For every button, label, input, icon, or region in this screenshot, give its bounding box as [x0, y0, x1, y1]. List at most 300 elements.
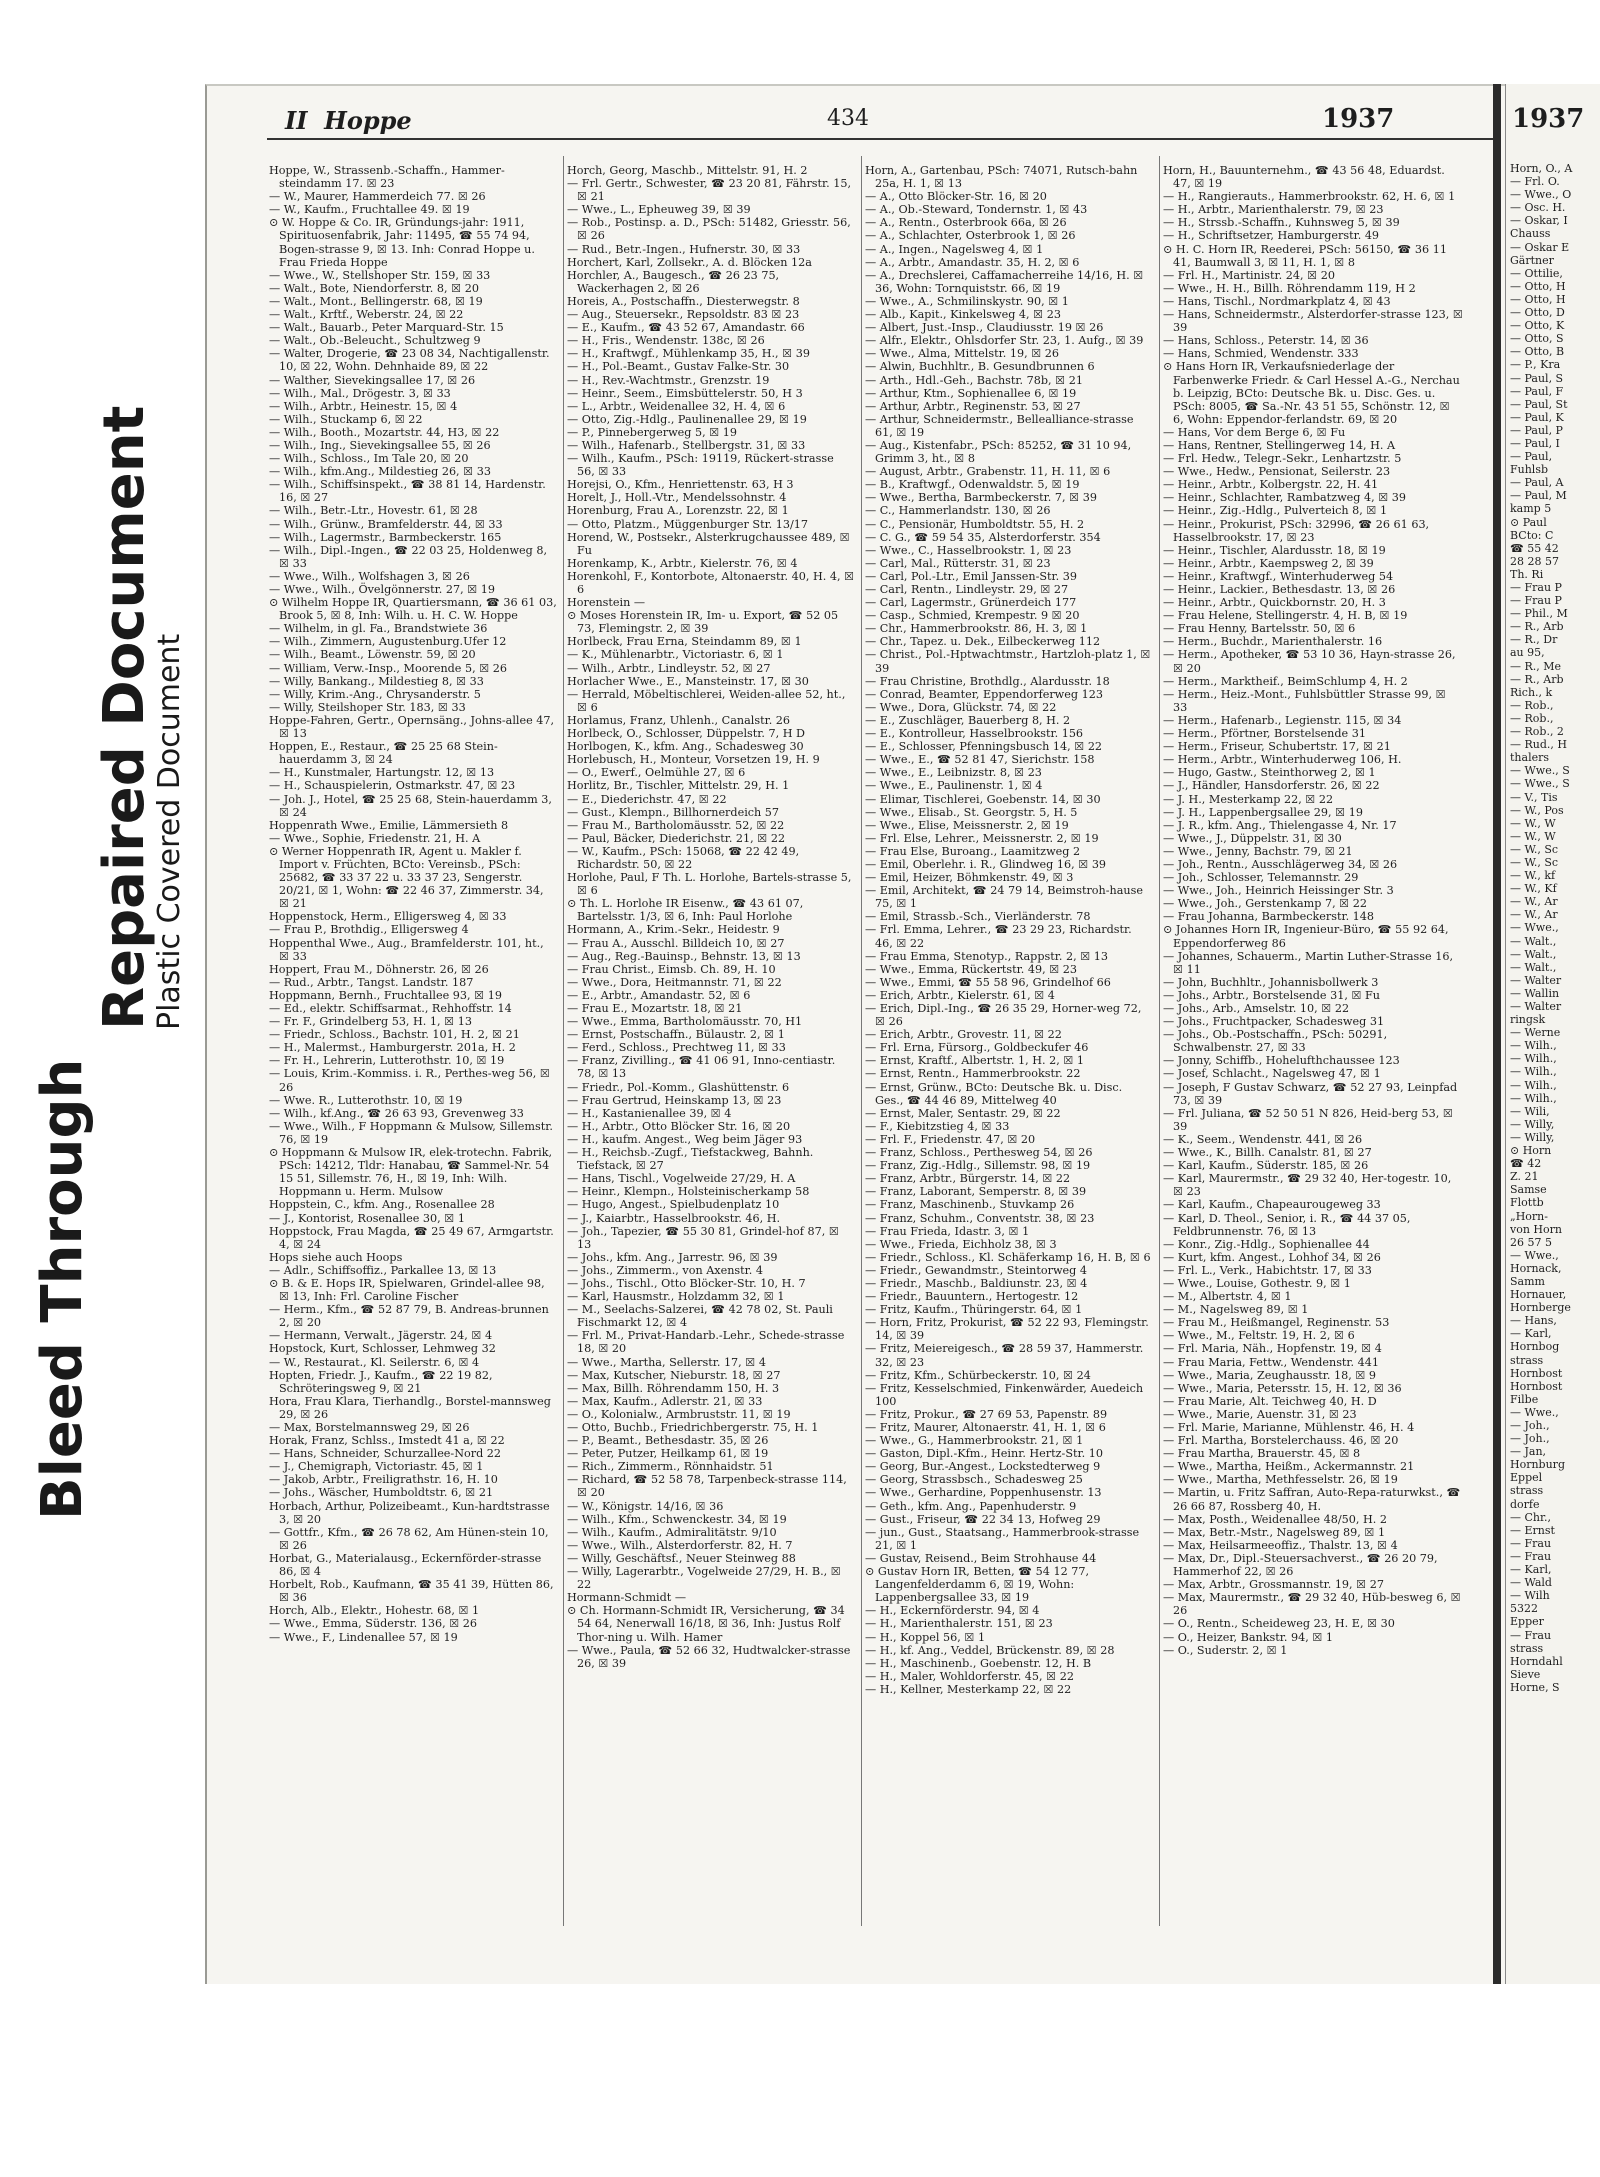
- directory-entry: — Horn, Fritz, Prokurist, ☎ 52 22 93, Flemingstr. 14, ☒ 39: [865, 1316, 1149, 1343]
- directory-entry: — Johs., Arbtr., Borstelsende 31, ☒ Fu: [1163, 988, 1380, 1002]
- directory-entry: — Frl. H., Martinistr. 24, ☒ 20: [1163, 268, 1335, 282]
- directory-entry: Horlbeck, Frau Erna, Steindamm 89, ☒ 1: [567, 635, 802, 649]
- directory-entry: — Wwe., Gerhardine, Poppenhusenstr. 13: [865, 1486, 1102, 1500]
- adjacent-page-line: — W., W: [1510, 829, 1556, 843]
- directory-entry: — Geth., kfm. Ang., Papenhuderstr. 9: [865, 1499, 1077, 1513]
- directory-entry: — Frau Else, Buroang., Laamitzweg 2: [865, 844, 1081, 858]
- directory-entry: — Karl, Kaufm., Süderstr. 185, ☒ 26: [1163, 1159, 1369, 1173]
- directory-entry: — Wwe. R., Lutterothstr. 10, ☒ 19: [269, 1093, 463, 1107]
- directory-entry: Horenkohl, F., Kontorbote, Altonaerstr. 40, H. 4, ☒ 6: [567, 569, 855, 596]
- directory-entry: — Johs., Fruchtpacker, Schadesweg 31: [1163, 1015, 1385, 1029]
- directory-entry: — E., Zuschläger, Bauerberg 8, H. 2: [865, 713, 1071, 727]
- directory-entry: — Walt., Mont., Bellingerstr. 68, ☒ 19: [269, 294, 483, 308]
- directory-entry: — Carl, Lagermstr., Grünerdeich 177: [865, 596, 1077, 610]
- directory-entry: — Johs., Tischl., Otto Blöcker-Str. 10, H. 7: [567, 1276, 806, 1290]
- adjacent-page-line: — W., kf: [1510, 869, 1556, 883]
- directory-entry: — Franz, Zivilling., ☎ 41 06 91, Inno-centiastr. 78, ☒ 13: [567, 1054, 836, 1081]
- directory-entry: — Georg, Bur.-Angest., Lockstedterweg 9: [865, 1460, 1101, 1474]
- directory-entry: — Wwe., A., Schmilinskystr. 90, ☒ 1: [865, 294, 1069, 308]
- directory-entry: — Fr. F., Grindelberg 53, H. 1, ☒ 13: [269, 1015, 472, 1029]
- adjacent-page-line: — Rob.,: [1510, 698, 1554, 712]
- directory-entry: — Frau Maria, Fettw., Wendenstr. 441: [1163, 1355, 1380, 1369]
- adjacent-page-line: Flottb: [1510, 1196, 1544, 1210]
- directory-entry: — Wwe., F., Lindenallee 57, ☒ 19: [269, 1630, 458, 1644]
- adjacent-page-line: — Wwe.,: [1510, 1248, 1559, 1262]
- directory-entry: Horak, Franz, Schlss., Imstedt 41 a, ☒ 22: [269, 1434, 505, 1448]
- directory-entry: — Wwe., Joh., Heinrich Heissinger Str. 3: [1163, 884, 1394, 898]
- directory-entry: Hops siehe auch Hoops: [269, 1250, 403, 1264]
- directory-entry: Hoppenstock, Herm., Elligersweg 4, ☒ 33: [269, 910, 507, 924]
- adjacent-page-line: Horn, O., A: [1510, 162, 1573, 175]
- directory-entry: — Wwe., Paula, ☎ 52 66 32, Hudtwalcker-strasse 26, ☒ 39: [567, 1643, 851, 1670]
- adjacent-page-line: BCto: C: [1510, 528, 1554, 542]
- directory-entry: — Georg, Strassbsch., Schadesweg 25: [865, 1473, 1083, 1487]
- directory-entry: — Wilh., Hafenarb., Stellbergstr. 31, ☒ 33: [567, 438, 806, 452]
- directory-entry: — Wwe., Emmi, ☎ 55 58 96, Grindelhof 66: [865, 975, 1111, 989]
- directory-entry: — Heinr., Kraftwgf., Winterhuderweg 54: [1163, 569, 1394, 583]
- directory-entry: — Willy, Geschäftsf., Neuer Steinweg 88: [567, 1551, 796, 1565]
- directory-entry: — Max, Kutscher, Nieburstr. 18, ☒ 27: [567, 1368, 781, 1382]
- directory-entry: — M., Albertstr. 4, ☒ 1: [1163, 1290, 1292, 1304]
- directory-entry: — Frl. Marie, Marianne, Mühlenstr. 46, H. 4: [1163, 1421, 1415, 1434]
- page-header: [207, 106, 1497, 140]
- directory-entry: — Frl. Martha, Borstelerchauss. 46, ☒ 20: [1163, 1434, 1399, 1448]
- adjacent-page-line: — Willy,: [1510, 1117, 1555, 1131]
- directory-entry: — Heinr., Prokurist, PSch: 32996, ☎ 26 61 63, Hasselbrookstr. 17, ☒ 23: [1163, 517, 1430, 544]
- directory-entry: — Alfr., Elektr., Ohlsdorfer Str. 23, 1. Aufg., ☒ 39: [865, 334, 1144, 348]
- adjacent-page-line: 28 28 57: [1510, 554, 1559, 568]
- archive-stamp: [30, 130, 200, 1530]
- adjacent-page-line: — P., Kra: [1510, 358, 1561, 372]
- directory-entry: — O., Heizer, Bankstr. 94, ☒ 1: [1163, 1630, 1334, 1644]
- directory-entry: — Joh., Tapezier, ☎ 55 30 81, Grindel-hof 87, ☒ 13: [567, 1224, 839, 1251]
- directory-entry: — Fritz, Kaufm., Thüringerstr. 64, ☒ 1: [865, 1303, 1083, 1317]
- directory-entry: — Wwe., Dora, Heitmannstr. 71, ☒ 22: [567, 975, 782, 989]
- directory-entry: — Karl, Kaufm., Chapeaurougeweg 33: [1163, 1198, 1381, 1212]
- adjacent-page-line: — Wwe.,: [1510, 1405, 1559, 1419]
- directory-entry: — J., Chemigraph, Victoriastr. 45, ☒ 1: [269, 1460, 484, 1474]
- adjacent-page-line: — W., Ar: [1510, 908, 1558, 922]
- directory-entry: — Franz, Laborant, Semperstr. 8, ☒ 39: [865, 1185, 1087, 1199]
- directory-entry: — Wwe., Martha, Sellerstr. 17, ☒ 4: [567, 1355, 766, 1369]
- directory-entry: — Konr., Zig.-Hdlg., Sophienallee 44: [1163, 1237, 1370, 1251]
- stamp-plastic-covered: Plastic Covered Document: [152, 633, 187, 1030]
- directory-entry: — Herm., Heiz.-Mont., Fuhlsbüttler Strasse 99, ☒ 33: [1163, 687, 1446, 714]
- directory-entry: — Herm., Apotheker, ☎ 53 10 36, Hayn-strasse 26, ☒ 20: [1163, 648, 1456, 675]
- directory-entry: — Ed., elektr. Schiffsarmat., Rehhoffstr. 14: [269, 1002, 512, 1015]
- directory-entry: — Wilh., Dipl.-Ingen., ☎ 22 03 25, Holdenweg 8, ☒ 33: [269, 543, 548, 570]
- directory-entry: — A., Rentn., Osterbrook 66a, ☒ 26: [865, 216, 1067, 230]
- directory-entry: — Frau Helene, Stellingerstr. 4, H. B, ☒ 19: [1163, 609, 1408, 623]
- directory-entry: — Heinr., Arbtr., Kaempsweg 2, ☒ 39: [1163, 556, 1374, 570]
- directory-entry: — O., Kolonialw., Armbruststr. 11, ☒ 19: [567, 1407, 791, 1421]
- directory-entry: — Wwe., Wilh., F Hoppmann & Mulsow, Sillemstr. 76, ☒ 19: [269, 1119, 553, 1146]
- adjacent-page-line: — Wwe., S: [1510, 777, 1570, 791]
- directory-entry: — H., Kraftwgf., Mühlenkamp 35, H., ☒ 39: [567, 347, 810, 361]
- directory-entry: — Max, Posth., Weidenallee 48/50, H. 2: [1163, 1512, 1387, 1526]
- directory-entry: — Hans, Schmied, Wendenstr. 333: [1163, 347, 1359, 361]
- directory-entry: — Karl, Maurermstr., ☎ 29 32 40, Her-togestr. 10, ☒ 23: [1163, 1172, 1452, 1199]
- directory-entry: Horlitz, Br., Tischler, Mittelstr. 29, H. 1: [567, 779, 790, 793]
- adjacent-page-line: — Frau: [1510, 1628, 1552, 1642]
- adjacent-page-line: — Wili,: [1510, 1104, 1550, 1118]
- adjacent-page-line: — Rud., H: [1510, 738, 1567, 752]
- directory-entry: — O., Rentn., Scheideweg 23, H. E, ☒ 30: [1163, 1617, 1395, 1631]
- directory-entry: — H., Koppel 56, ☒ 1: [865, 1630, 986, 1644]
- adjacent-page-line: Filbe: [1510, 1392, 1539, 1406]
- directory-entry: — Wwe., H. H., Billh. Röhrendamm 119, H 2: [1163, 281, 1416, 295]
- adjacent-page-line: — Phil., M: [1510, 607, 1568, 621]
- directory-entry: — Walter, Drogerie, ☎ 23 08 34, Nachtigallenstr. 10, ☒ 22, Wohn. Dehnhaide 89, ☒ 22: [269, 347, 550, 374]
- directory-entry: Horeis, A., Postschaffn., Diesterwegstr. 8: [567, 294, 800, 308]
- directory-entry: — Paul, Bäcker, Diederichstr. 21, ☒ 22: [567, 831, 786, 845]
- directory-entry: — H., Malermst., Hamburgerstr. 201a, H. 2: [269, 1041, 516, 1055]
- adjacent-page-line: — Osc. H.: [1510, 201, 1566, 215]
- directory-entry: — Heinr., Arbtr., Kolbergstr. 22, H. 41: [1163, 478, 1379, 492]
- directory-entry: Horenburg, Frau A., Lorenzstr. 22, ☒ 1: [567, 504, 789, 518]
- adjacent-page-line: — Joh.,: [1510, 1419, 1550, 1432]
- adjacent-page-line: ☎ 42: [1510, 1157, 1542, 1171]
- directory-entry: — Alwin, Buchhltr., B. Gesundbrunnen 6: [865, 360, 1095, 374]
- directory-entry: — Frau M., Heißmangel, Reginenstr. 53: [1163, 1316, 1390, 1330]
- adjacent-page-line: — Hans,: [1510, 1314, 1557, 1328]
- directory-entry: ⊙ Werner Hoppenrath IR, Agent u. Makler f. Import v. Früchten, BCto: Vereinsb., PSch: 25682, ☎ 33 37 22 u. 33 37 23, Sengerstr. 20/21, ☒ 1, Wohn: ☎ 22 46 37, Zimmerstr. 34, ☒ 21: [269, 844, 544, 911]
- directory-entry: — August, Arbtr., Grabenstr. 11, H. 11, ☒ 6: [865, 465, 1111, 479]
- directory-entry: — Walt., Krftf., Weberstr. 24, ☒ 22: [269, 308, 464, 322]
- adjacent-page-line: — Wilh.,: [1510, 1078, 1557, 1092]
- directory-entry: — Wwe., Joh., Gerstenkamp 7, ☒ 22: [1163, 897, 1367, 911]
- directory-entry: — Wilh., Schloss., Im Tale 20, ☒ 20: [269, 452, 469, 466]
- directory-entry: — Wilh., Booth., Mozartstr. 44, H3, ☒ 22: [269, 425, 500, 439]
- directory-entry: — Wilh., Betr.-Ltr., Hovestr. 61, ☒ 28: [269, 504, 478, 518]
- adjacent-page-line: — W., Sc: [1510, 855, 1559, 869]
- directory-entry: — W., Königstr. 14/16, ☒ 36: [567, 1499, 724, 1513]
- directory-entry: — jun., Gust., Staatsang., Hammerbrook-strasse 21, ☒ 1: [865, 1525, 1140, 1552]
- directory-entry: — Hans, Rentner, Stellingerweg 14, H. A: [1163, 438, 1396, 452]
- adjacent-page-line: — Oskar, I: [1510, 214, 1568, 228]
- directory-entry: — Frl. Emma, Lehrer., ☎ 23 29 23, Richardstr. 46, ☒ 22: [865, 923, 1132, 950]
- directory-entry: — Frau Marie, Alt. Teichweg 40, H. D: [1163, 1394, 1377, 1408]
- directory-entry: — Albert, Just.-Insp., Claudiusstr. 19 ☒ 26: [865, 321, 1104, 335]
- directory-entry: — Wwe., Wilh., Alsterdorferstr. 82, H. 7: [567, 1538, 793, 1552]
- adjacent-page-line: — Karl,: [1510, 1563, 1552, 1577]
- adjacent-page-line: — Willy,: [1510, 1130, 1555, 1144]
- adjacent-page-line: — W., Sc: [1510, 842, 1559, 856]
- directory-entry: — Frau Martha, Brauerstr. 45, ☒ 8: [1163, 1447, 1361, 1461]
- directory-entry: — H., Arbtr., Marienthalerstr. 79, ☒ 23: [1163, 203, 1384, 217]
- directory-entry: — Heinr., Schlachter, Rambatzweg 4, ☒ 39: [1163, 491, 1407, 505]
- page-number: 434: [827, 106, 869, 131]
- directory-entry: — Carl, Pol.-Ltr., Emil Janssen-Str. 39: [865, 569, 1078, 583]
- column-divider: [1159, 156, 1160, 1926]
- directory-entry: — Wilh., Kfm., Schwenckestr. 34, ☒ 19: [567, 1512, 787, 1526]
- directory-entry: — Frl. L., Verk., Habichtstr. 17, ☒ 33: [1163, 1263, 1372, 1277]
- directory-entry: — Frl. Gertr., Schwester, ☎ 23 20 81, Fährstr. 15, ☒ 21: [567, 177, 852, 204]
- adjacent-page-line: — Joh.,: [1510, 1432, 1550, 1446]
- directory-entry: — Wwe., Elise, Meissnerstr. 2, ☒ 19: [865, 818, 1069, 832]
- directory-entry: — Joh., Rentn., Ausschlägerweg 34, ☒ 26: [1163, 857, 1398, 871]
- directory-entry: — Frau Christine, Brothdlg., Alardusstr. 18: [865, 674, 1110, 688]
- adjacent-page-line: Th. Ri: [1510, 567, 1544, 581]
- directory-entry: — M., Seelachs-Salzerei, ☎ 42 78 02, St. Pauli Fischmarkt 12, ☒ 4: [567, 1303, 833, 1330]
- directory-entry: — Hans, Tischl., Vogelweide 27/29, H. A: [567, 1172, 796, 1186]
- directory-entry: — Johannes, Schauerm., Martin Luther-Strasse 16, ☒ 11: [1163, 949, 1454, 976]
- page-year: 1937: [1322, 104, 1395, 134]
- directory-entry: — Frau Christ., Eimsb. Ch. 89, H. 10: [567, 962, 776, 976]
- directory-entry: — Heinr., Seem., Eimsbüttelerstr. 50, H 3: [567, 386, 803, 400]
- directory-entry: — Otto, Platzm., Müggenburger Str. 13/17: [567, 517, 809, 531]
- directory-entry: — Max, Kaufm., Adlerstr. 21, ☒ 33: [567, 1394, 763, 1408]
- adjacent-page-line: — Paul, M: [1510, 489, 1567, 503]
- adjacent-page-line: — W., W: [1510, 816, 1556, 830]
- directory-entry: — Karl, Hausmstr., Holzdamm 32, ☒ 1: [567, 1290, 785, 1304]
- adjacent-page-line: „Horn-: [1510, 1209, 1548, 1223]
- directory-entry: — Wwe., E., Paulinenstr. 1, ☒ 4: [865, 779, 1043, 793]
- column-divider: [563, 156, 564, 1926]
- directory-entry: — Max, Maurermstr., ☎ 29 32 40, Hüb-besweg 6, ☒ 26: [1163, 1591, 1461, 1618]
- directory-entry: — Casp., Schmied, Krempestr. 9 ☒ 20: [865, 609, 1080, 623]
- directory-entry: — Arthur, Arbtr., Reginenstr. 53, ☒ 27: [865, 399, 1081, 413]
- directory-entry: — J. H., Mesterkamp 22, ☒ 22: [1163, 792, 1334, 806]
- directory-entry: — Herm., Kfm., ☎ 52 87 79, B. Andreas-brunnen 2, ☒ 20: [269, 1303, 549, 1330]
- adjacent-page-line: Hornburg: [1510, 1458, 1565, 1472]
- directory-entry: — Chr., Hammerbrookstr. 86, H. 3, ☒ 1: [865, 622, 1088, 636]
- directory-entry: — Arthur, Schneidermstr., Bellealliance-strasse 61, ☒ 19: [865, 412, 1134, 439]
- directory-entry: — Wwe., Emma, Bartholomäusstr. 70, H1: [567, 1015, 803, 1029]
- directory-entry: — Wilh., kf.Ang., ☎ 26 63 93, Grevenweg 33: [269, 1106, 524, 1120]
- directory-entry: — Wwe., E., ☎ 52 81 47, Sierichstr. 158: [865, 753, 1095, 767]
- directory-entry: — Kurt, kfm. Angest., Lohhof 34, ☒ 26: [1163, 1250, 1381, 1264]
- directory-entry: — Emil, Oberlehr. i. R., Glindweg 16, ☒ 39: [865, 857, 1107, 871]
- directory-entry: ⊙ Johannes Horn IR, Ingenieur-Büro, ☎ 55 92 64, Eppendorferweg 86: [1163, 923, 1449, 950]
- directory-entry: — Wilh., Stuckamp 6, ☒ 22: [269, 412, 423, 426]
- adjacent-page-line: — W., Pos: [1510, 803, 1564, 817]
- directory-entry: — J. R., kfm. Ang., Thielengasse 4, Nr. 17: [1163, 818, 1397, 832]
- directory-entry: — C. G., ☎ 59 54 35, Alsterdorferstr. 354: [865, 530, 1101, 544]
- adjacent-page-line: Hornauer,: [1510, 1288, 1567, 1302]
- directory-entry: — Wwe., Hedw., Pensionat, Seilerstr. 23: [1163, 465, 1391, 479]
- directory-entry: — Franz, Maschinenb., Stuvkamp 26: [865, 1198, 1075, 1212]
- directory-entry: — Frau Henny, Bartelsstr. 50, ☒ 6: [1163, 622, 1356, 636]
- directory-entry: — Franz, Arbtr., Bürgerstr. 14, ☒ 22: [865, 1172, 1071, 1186]
- directory-entry: — H., Rangierauts., Hammerbrookstr. 62, H. 6, ☒ 1: [1163, 190, 1456, 204]
- directory-entry: — Ernst, Kraftf., Albertstr. 1, H. 2, ☒ 1: [865, 1054, 1085, 1068]
- directory-entry: — John, Buchhltr., Johannisbollwerk 3: [1163, 975, 1379, 989]
- directory-entry: — Herm., Marktheif., BeimSchlump 4, H. 2: [1163, 674, 1408, 688]
- directory-entry: — E., Diederichstr. 47, ☒ 22: [567, 792, 727, 806]
- directory-entry: — Walther, Sievekingsallee 17, ☒ 26: [269, 373, 476, 387]
- adjacent-page-line: 26 57 5: [1510, 1235, 1552, 1249]
- column-2: [567, 164, 855, 1924]
- directory-entry: — Ernst, Postschaffn., Bülaustr. 2, ☒ 1: [567, 1028, 785, 1042]
- directory-entry: Hoppmann, Bernh., Fruchtallee 93, ☒ 19: [269, 988, 502, 1002]
- directory-entry: — Friedr., Gewandmstr., Steintorweg 4: [865, 1263, 1087, 1277]
- directory-entry: — Wwe., J., Düppelstr. 31, ☒ 30: [1163, 831, 1342, 845]
- directory-entry: — Wwe., Wilh., Övelgönnerstr. 27, ☒ 19: [269, 583, 496, 596]
- directory-entry: — A., Ingen., Nagelsweg 4, ☒ 1: [865, 242, 1044, 256]
- directory-entry: — Wilh., Kaufm., Admiralitätstr. 9/10: [567, 1525, 777, 1539]
- directory-entry: — Wilh., Zimmern, Augustenburg.Ufer 12: [269, 635, 507, 649]
- directory-entry: — Wilh., Mal., Drögestr. 3, ☒ 33: [269, 386, 451, 400]
- adjacent-page-line: — Ernst: [1510, 1523, 1555, 1537]
- adjacent-page-line: — Walt.,: [1510, 947, 1557, 961]
- directory-entry: — Herm., Arbtr., Winterhuderweg 106, H.: [1163, 753, 1402, 767]
- directory-entry: Horelt, J., Holl.-Vtr., Mendelssohnstr. 4: [567, 491, 787, 505]
- directory-entry: — E., Kaufm., ☎ 43 52 67, Amandastr. 66: [567, 321, 805, 335]
- directory-entry: ⊙ B. & E. Hops IR, Spielwaren, Grindel-allee 98, ☒ 13, Inh: Frl. Caroline Fischer: [269, 1276, 545, 1304]
- directory-entry: Horlbeck, O., Schlosser, Düppelstr. 7, H D: [567, 727, 805, 741]
- directory-entry: — Elimar, Tischlerei, Goebenstr. 14, ☒ 30: [865, 792, 1101, 806]
- directory-entry: — Max, Arbtr., Grossmannstr. 19, ☒ 27: [1163, 1578, 1384, 1592]
- directory-entry: — Frau A., Ausschl. Billdeich 10, ☒ 27: [567, 936, 785, 950]
- directory-entry: — Wilh., Grünw., Bramfelderstr. 44, ☒ 33: [269, 517, 503, 531]
- directory-entry: — Erich, Arbtr., Kielerstr. 61, ☒ 4: [865, 988, 1055, 1002]
- directory-entry: — Jakob, Arbtr., Freiligrathstr. 16, H. 10: [269, 1473, 498, 1487]
- adjacent-page-line: — Frl. O.: [1510, 175, 1560, 189]
- directory-entry: Horlebusch, H., Monteur, Vorsetzen 19, H. 9: [567, 753, 820, 767]
- directory-entry: — Wwe., Maria, Zeughausstr. 18, ☒ 9: [1163, 1368, 1377, 1382]
- adjacent-page-line: — Werne: [1510, 1026, 1561, 1040]
- adjacent-page-line: thalers: [1510, 751, 1549, 765]
- adjacent-page-line: — Wallin: [1510, 986, 1560, 1000]
- directory-entry: — Ernst, Maler, Sentastr. 29, ☒ 22: [865, 1106, 1061, 1120]
- directory-entry: — E., Arbtr., Amandastr. 52, ☒ 6: [567, 988, 751, 1002]
- directory-entry: — A., Schlachter, Osterbrook 1, ☒ 26: [865, 229, 1076, 243]
- directory-entry: Horbach, Arthur, Polizeibeamt., Kun-hardtstrasse 3, ☒ 20: [269, 1499, 550, 1526]
- directory-entry: — Hans, Schneidermstr., Alsterdorfer-strasse 123, ☒ 39: [1163, 308, 1463, 335]
- adjacent-page-line: — Wilh: [1510, 1589, 1550, 1603]
- adjacent-page-line: — Otto, D: [1510, 306, 1565, 320]
- directory-entry: Hoppe-Fahren, Gertr., Opernsäng., Johns-allee 47, ☒ 13: [269, 713, 555, 741]
- directory-entry: — Gust., Klempn., Billhornerdeich 57: [567, 805, 780, 819]
- adjacent-page-line: ☎ 55 42: [1510, 541, 1559, 555]
- adjacent-page-line: Gärtner: [1510, 253, 1554, 267]
- directory-entry: — H., kaufm. Angest., Weg beim Jäger 93: [567, 1132, 803, 1146]
- directory-entry: — Wwe., Emma, Süderstr. 136, ☒ 26: [269, 1617, 478, 1631]
- adjacent-page-line: — Wwe., S: [1510, 764, 1570, 778]
- directory-entry: ⊙ Moses Horenstein IR, Im- u. Export, ☎ 52 05 73, Flemingstr. 2, ☒ 39: [567, 609, 839, 636]
- column-1: [269, 164, 557, 1924]
- directory-entry: — Martin, u. Fritz Saffran, Auto-Repa-raturwkst., ☎ 26 66 87, Rossberg 40, H.: [1163, 1486, 1461, 1513]
- directory-entry: — Jonny, Schiffb., Hohelufthchaussee 123: [1163, 1054, 1400, 1068]
- adjacent-page-column: [1510, 162, 1600, 1694]
- directory-entry: — Frl. F., Friedenstr. 47, ☒ 20: [865, 1132, 1036, 1146]
- directory-entry: — Aug., Steuersekr., Repsoldstr. 83 ☒ 23: [567, 308, 800, 322]
- adjacent-page-line: Samm: [1510, 1274, 1545, 1288]
- directory-entry: — Rud., Arbtr., Tangst. Landstr. 187: [269, 975, 474, 989]
- directory-entry: — Willy, Steilshoper Str. 183, ☒ 33: [269, 700, 466, 714]
- adjacent-page-line: — Frau P: [1510, 594, 1562, 608]
- directory-entry: Hoppen, E., Restaur., ☎ 25 25 68 Stein-hauerdamm 3, ☒ 24: [269, 740, 498, 767]
- directory-entry: Horlamus, Franz, Uhlenh., Canalstr. 26: [567, 713, 791, 727]
- directory-entry: — H., Kastanienallee 39, ☒ 4: [567, 1106, 732, 1120]
- directory-entry: — Rud., Betr.-Ingen., Hufnerstr. 30, ☒ 33: [567, 242, 801, 256]
- directory-entry: — Friedr., Schloss., Kl. Schäferkamp 16, H. B, ☒ 6: [865, 1250, 1151, 1264]
- adjacent-page-line: — Paul, St: [1510, 397, 1568, 411]
- directory-entry: — F., Kiebitzstieg 4, ☒ 33: [865, 1119, 1010, 1133]
- directory-entry: — Wwe., C., Hasselbrookstr. 1, ☒ 23: [865, 543, 1072, 557]
- directory-entry: Horend, W., Postsekr., Alsterkrugchaussee 489, ☒ Fu: [567, 530, 850, 557]
- directory-entry: Hoppstein, C., kfm. Ang., Rosenallee 28: [269, 1198, 495, 1212]
- page-edge-shadow: [1493, 84, 1501, 1984]
- directory-entry: Horlbogen, K., kfm. Ang., Schadesweg 30: [567, 740, 804, 754]
- directory-entry: — Otto, Buchb., Friedrichbergerstr. 75, H. 1: [567, 1421, 819, 1434]
- directory-entry: — C., Pensionär, Humboldtstr. 55, H. 2: [865, 517, 1085, 531]
- directory-entry: — Herm., Buchdr., Marienthalerstr. 16: [1163, 635, 1383, 649]
- directory-entry: — Gust., Friseur, ☎ 22 34 13, Hofweg 29: [865, 1512, 1101, 1526]
- directory-entry: — Johs., Arb., Amselstr. 10, ☒ 22: [1163, 1002, 1350, 1015]
- adjacent-page-line: Hornbost: [1510, 1379, 1563, 1393]
- directory-entry: ⊙ Hans Horn IR, Verkaufsniederlage der Farbenwerke Friedr. & Carl Hessel A.-G., Nerchau b. Leipzig, BCto: Deutsche Bk. u. Disc. Ges. u. PSch: 8005, ☎ Sa.-Nr. 43 51 55, Schönstr. 12, ☒ 6, Wohn: Eppendor-ferlandstr. 69, ☒ 20: [1163, 360, 1460, 426]
- directory-entry: — Wilhelm, in gl. Fa., Brandstwiete 36: [269, 622, 488, 636]
- adjacent-page-line: Fuhlsb: [1510, 463, 1549, 477]
- directory-entry: ⊙ Th. L. Horlohe IR Eisenw., ☎ 43 61 07, Bartelsstr. 1/3, ☒ 6, Inh: Paul Horlohe: [567, 897, 804, 924]
- directory-entry: — Wwe., W., Stellshoper Str. 159, ☒ 33: [269, 268, 491, 282]
- directory-entry: — Hugo, Gastw., Steinthorweg 2, ☒ 1: [1163, 766, 1376, 780]
- directory-entry: — K., Seem., Wendenstr. 441, ☒ 26: [1163, 1132, 1363, 1146]
- directory-entry: — H., Rev.-Wachtmstr., Grenzstr. 19: [567, 373, 770, 387]
- directory-entry: — Arth., Hdl.-Geh., Bachstr. 78b, ☒ 21: [865, 373, 1083, 387]
- adjacent-page-line: — Oskar E: [1510, 240, 1570, 254]
- adjacent-page-line: — Wilh.,: [1510, 1091, 1557, 1105]
- directory-entry: ⊙ Wilhelm Hoppe IR, Quartiersmann, ☎ 36 61 03, Brook 5, ☒ 8, Inh: Wilh. u. H. C. W. Hoppe: [269, 596, 557, 623]
- directory-entry: — Herm., Hafenarb., Legienstr. 115, ☒ 34: [1163, 713, 1402, 727]
- adjacent-page-line: — Walt.,: [1510, 934, 1557, 948]
- directory-entry: — Friedr., Pol.-Komm., Glashüttenstr. 6: [567, 1080, 790, 1094]
- directory-entry: — Fritz, Maurer, Altonaerstr. 41, H. 1, ☒ 6: [865, 1421, 1106, 1434]
- directory-entry: — Joseph, F Gustav Schwarz, ☎ 52 27 93, Leinpfad 73, ☒ 39: [1163, 1080, 1458, 1107]
- directory-entry: — Wwe., Marie, Auenstr. 31, ☒ 23: [1163, 1407, 1357, 1421]
- directory-entry: Horch, Georg, Maschb., Mittelstr. 91, H. 2: [567, 164, 808, 177]
- directory-entry: — Emil, Strassb.-Sch., Vierländerstr. 78: [865, 910, 1091, 924]
- directory-entry: — Wwe., Martha, Methfesselstr. 26, ☒ 19: [1163, 1473, 1398, 1487]
- adjacent-page-line: — Wilh.,: [1510, 1065, 1557, 1079]
- directory-entry: — Johs., Wäscher, Humboldtstr. 6, ☒ 21: [269, 1486, 494, 1500]
- adjacent-page-line: — Paul, I: [1510, 436, 1560, 450]
- directory-entry: — Wilh., Kaufm., PSch: 19119, Rückert-strasse 56, ☒ 33: [567, 452, 834, 479]
- directory-entry: Horbelt, Rob., Kaufmann, ☎ 35 41 39, Hütten 86, ☒ 36: [269, 1578, 554, 1605]
- directory-entry: — Wwe., G., Hammerbrookstr. 21, ☒ 1: [865, 1434, 1084, 1448]
- adjacent-page-line: Z. 21: [1510, 1170, 1539, 1184]
- directory-entry: — Rich., Zimmerm., Rönnhaidstr. 51: [567, 1460, 774, 1474]
- adjacent-page-line: — Rob., 2: [1510, 725, 1564, 739]
- directory-entry: — Frl. Maria, Näh., Hopfenstr. 19, ☒ 4: [1163, 1342, 1382, 1356]
- directory-entry: — Hans, Schneider, Schurzallee-Nord 22: [269, 1447, 502, 1461]
- adjacent-page-year: 1937: [1512, 104, 1585, 134]
- directory-entry: — Max, Billh. Röhrendamm 150, H. 3: [567, 1381, 780, 1395]
- directory-entry: — Josef, Schlacht., Nagelsweg 47, ☒ 1: [1163, 1067, 1381, 1081]
- directory-entry: Hoppenrath Wwe., Emilie, Lämmersieth 8: [269, 818, 509, 832]
- adjacent-page-line: — Paul, P: [1510, 423, 1563, 437]
- directory-entry: Hopstock, Kurt, Schlosser, Lehmweg 32: [269, 1342, 496, 1356]
- adjacent-page-line: ringsk: [1510, 1013, 1546, 1027]
- directory-entry: — Karl, D. Theol., Senior, i. R., ☎ 44 37 05, Feldbrunnenstr. 76, ☒ 13: [1163, 1211, 1411, 1238]
- directory-entry: — Wwe., Sophie, Friedenstr. 21, H. A: [269, 831, 481, 845]
- adjacent-page-line: von Horn: [1510, 1222, 1562, 1236]
- adjacent-page-line: — Frau: [1510, 1536, 1552, 1550]
- directory-entry: — H., Maschinenb., Goebenstr. 12, H. B: [865, 1656, 1092, 1670]
- directory-entry: — Franz, Schuhm., Conventstr. 38, ☒ 23: [865, 1211, 1095, 1225]
- directory-entry: — A., Drechslerei, Caffamacherreihe 14/16, H. ☒ 36, Wohn: Tornquiststr. 66, ☒ 19: [865, 268, 1144, 295]
- directory-entry: — Johs., kfm. Ang., Jarrestr. 96, ☒ 39: [567, 1250, 778, 1264]
- directory-entry: — H., Schriftsetzer, Hamburgerstr. 49: [1163, 229, 1380, 243]
- directory-entry: — Emil, Heizer, Böhmkenstr. 49, ☒ 3: [865, 871, 1074, 885]
- directory-entry: — E., Schlosser, Pfenningsbusch 14, ☒ 22: [865, 740, 1103, 754]
- directory-entry: — Heinr., Klempn., Holsteinischerkamp 58: [567, 1185, 810, 1199]
- directory-entry: — H., Reichsb.-Zugf., Tiefstackweg, Bahnh. Tiefstack, ☒ 27: [567, 1146, 814, 1173]
- directory-entry: — Frl. M., Privat-Handarb.-Lehr., Schede-strasse 18, ☒ 20: [567, 1329, 845, 1356]
- directory-entry: — Wilh., Schiffsinspekt., ☎ 38 81 14, Hardenstr. 16, ☒ 27: [269, 478, 546, 505]
